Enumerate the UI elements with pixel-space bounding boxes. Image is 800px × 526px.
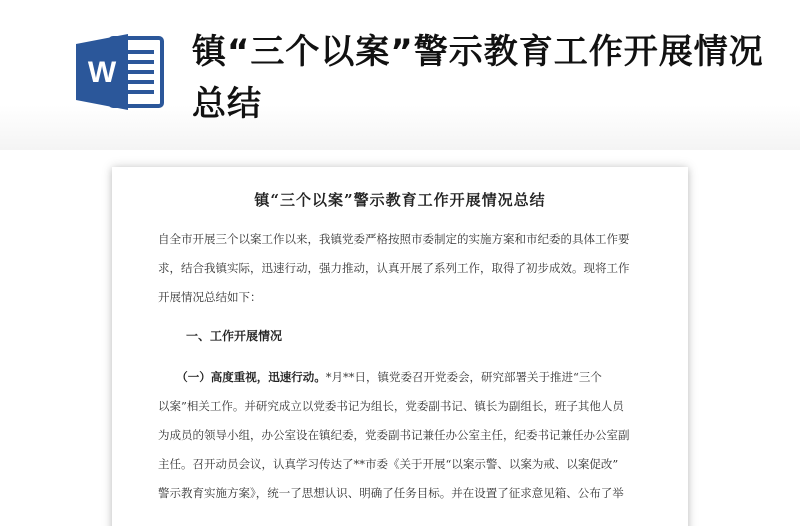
intro-line: 开展情况总结如下： (158, 290, 262, 304)
document-page (112, 167, 688, 526)
body-line-text: *月**日，镇党委召开党委会，研究部署关于推进“三个 (325, 370, 602, 384)
body-line: 以案”相关工作。并研究成立以党委书记为组长，党委副书记、镇长为副组长，班子其他人员 (158, 399, 624, 413)
body-paragraph (158, 363, 646, 508)
subsection-heading: （一）高度重视，迅速行动。 (176, 370, 326, 384)
section-heading: 一、工作开展情况 (186, 329, 283, 343)
body-line: 为成员的领导小组，办公室设在镇纪委，党委副书记兼任办公室主任，纪委书记兼任办公室副 (158, 428, 630, 442)
body-line: 主任。召开动员会议，认真学习传达了**市委《关于开展“以案示警、以案为戒、以案促改” (158, 457, 619, 471)
word-icon (74, 32, 166, 112)
intro-paragraph (158, 225, 646, 312)
page-title: 镇“三个以案”警示教育工作开展情况总结 (192, 32, 764, 124)
document-title: 镇“三个以案”警示教育工作开展情况总结 (254, 191, 546, 209)
body-line: 警示教育实施方案》，统一了思想认识、明确了任务目标。并在设置了征求意见箱、公布了举 (158, 486, 624, 500)
body-line (158, 363, 646, 392)
intro-line: 求，结合我镇实际，迅速行动，强力推动，认真开展了系列工作，取得了初步成效。现将工作 (158, 261, 630, 275)
intro-line: 自全市开展三个以案工作以来，我镇党委严格按照市委制定的实施方案和市纪委的具体工作要 (158, 232, 630, 246)
word-icon-letter: W (87, 56, 117, 89)
header-banner (0, 0, 800, 150)
